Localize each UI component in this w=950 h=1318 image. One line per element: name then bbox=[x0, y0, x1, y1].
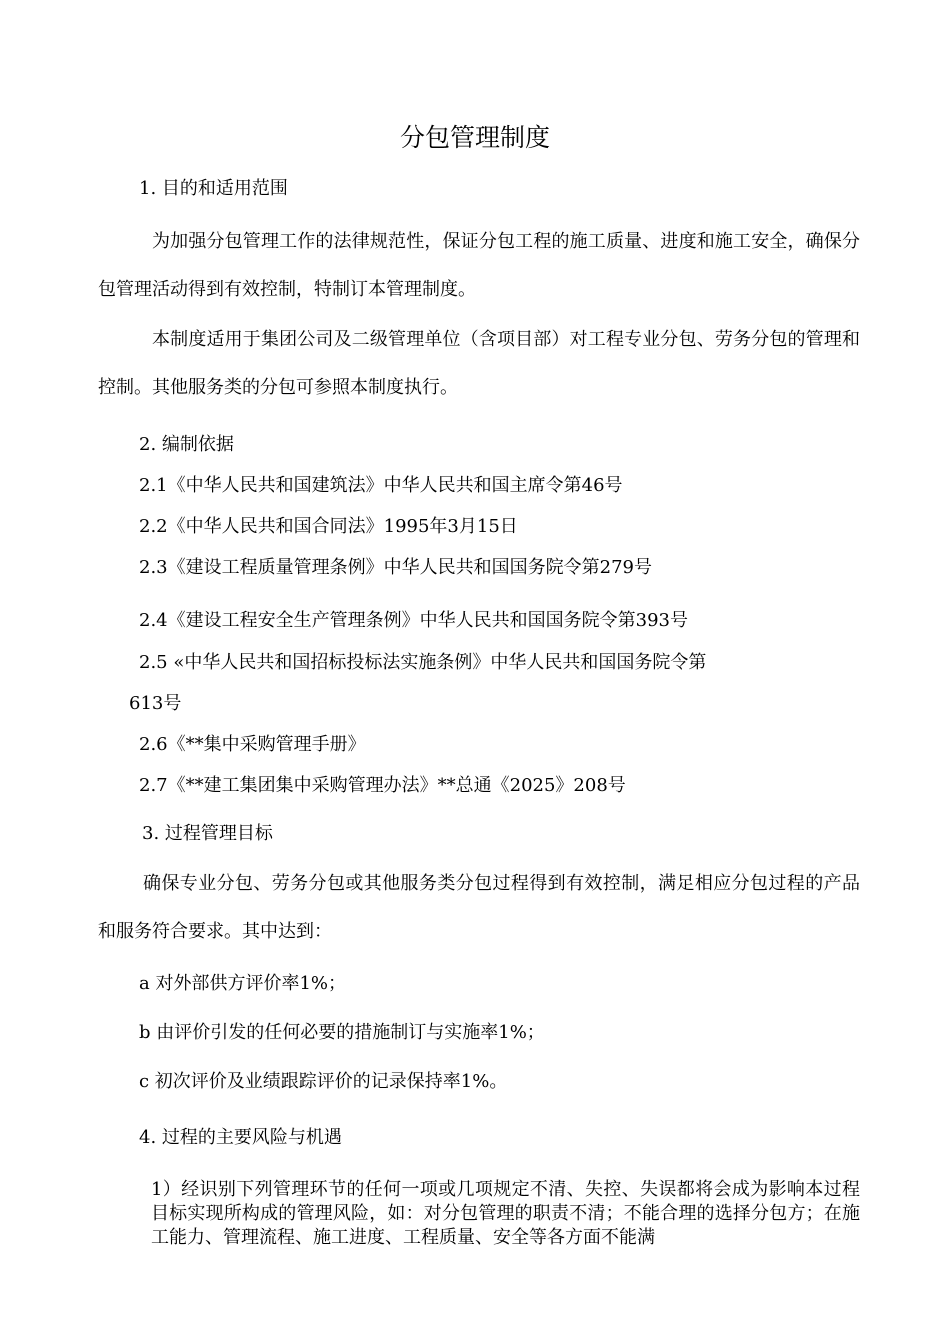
document-title: 分包管理制度 bbox=[399, 123, 550, 152]
section-2-heading: 2. 编制依据 bbox=[139, 434, 234, 455]
reference-item: 2.4《建设工程安全生产管理条例》中华人民共和国国务院令第393号 bbox=[139, 610, 688, 631]
reference-item: 2.7《**建工集团集中采购管理办法》**总通《2025》208号 bbox=[139, 775, 626, 796]
section-1-paragraph-2: 本制度适用于集团公司及二级管理单位（含项目部）对工程专业分包、劳务分包的管理和控制。其他服务类的分包可参照本制度执行。 bbox=[98, 329, 860, 398]
target-item: a 对外部供方评价率1%； bbox=[139, 973, 347, 994]
section-1-paragraph-1: 为加强分包管理工作的法律规范性，保证分包工程的施工质量、进度和施工安全，确保分包管理活动得到有效控制，特制订本管理制度。 bbox=[98, 231, 860, 300]
reference-item: 2.3《建设工程质量管理条例》中华人民共和国国务院令第279号 bbox=[139, 557, 652, 578]
target-item: c 初次评价及业绩跟踪评价的记录保持率1%。 bbox=[139, 1071, 508, 1092]
section-3-heading: 3. 过程管理目标 bbox=[142, 823, 273, 844]
target-item: b 由评价引发的任何必要的措施制订与实施率1%； bbox=[139, 1022, 545, 1043]
reference-item: 2.1《中华人民共和国建筑法》中华人民共和国主席令第46号 bbox=[139, 475, 623, 496]
section-4-heading: 4. 过程的主要风险与机遇 bbox=[139, 1127, 342, 1148]
section-3-paragraph: 确保专业分包、劳务分包或其他服务类分包过程得到有效控制，满足相应分包过程的产品和服务符合要求。其中达到： bbox=[98, 873, 860, 942]
reference-item: 2.5 «中华人民共和国招标投标法实施条例》中华人民共和国国务院令第 bbox=[139, 652, 707, 673]
section-1-heading: 1. 目的和适用范围 bbox=[139, 178, 288, 199]
reference-item-continuation: 613号 bbox=[129, 693, 182, 714]
reference-item: 2.6《**集中采购管理手册》 bbox=[139, 734, 366, 755]
reference-item: 2.2《中华人民共和国合同法》1995年3月15日 bbox=[139, 516, 518, 537]
section-4-paragraph: 1）经识别下列管理环节的任何一项或几项规定不清、失控、失误都将会成为影响本过程目标实现所构成的管理风险，如：对分包管理的职责不清；不能合理的选择分包方；在施工能力、管理流程、施工进度、工程质量、安全等各方面不能满 bbox=[151, 1179, 860, 1248]
